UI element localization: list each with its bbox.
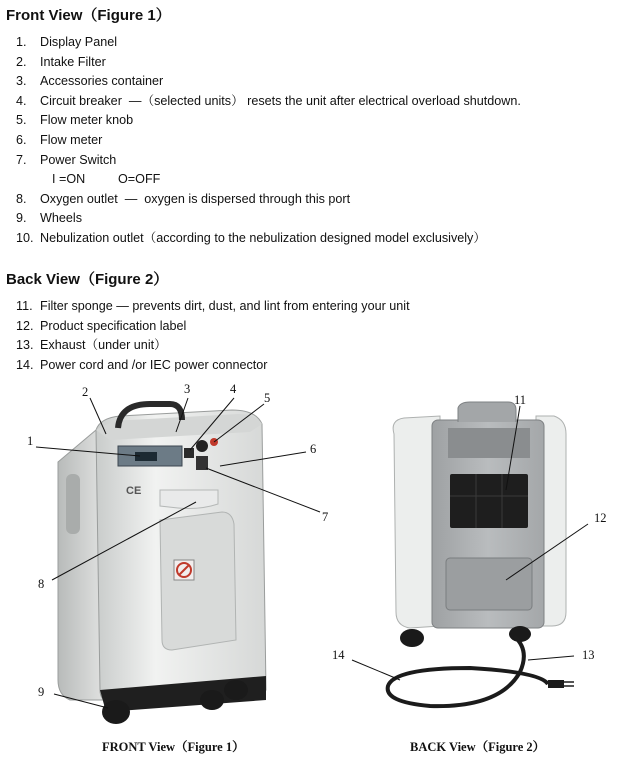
- callout-12: 12: [594, 511, 607, 525]
- back-view-caption: BACK View（Figure 2）: [410, 740, 546, 754]
- power-off-label: O=OFF: [118, 172, 161, 187]
- power-on-label: I =ON: [52, 172, 86, 187]
- callout-6: 6: [310, 442, 317, 456]
- callout-2: 2: [82, 385, 89, 399]
- callout-8: 8: [38, 577, 45, 591]
- callout-13: 13: [582, 648, 595, 662]
- front-view-heading: Front View（Figure 1）: [6, 7, 171, 24]
- callout-5: 5: [264, 391, 271, 405]
- callout-1: 1: [27, 434, 34, 448]
- ce-mark: CE: [126, 485, 142, 497]
- callout-4: 4: [230, 382, 237, 396]
- front-view-caption: FRONT View（Figure 1）: [102, 740, 245, 754]
- callout-9: 9: [38, 685, 45, 699]
- callout-11: 11: [514, 393, 527, 407]
- callout-7: 7: [322, 510, 329, 524]
- back-unit: [388, 402, 574, 706]
- back-view-heading: Back View（Figure 2）: [6, 271, 169, 288]
- callout-3: 3: [184, 382, 191, 396]
- callout-14: 14: [332, 648, 345, 662]
- concentrator-figures: [0, 375, 635, 783]
